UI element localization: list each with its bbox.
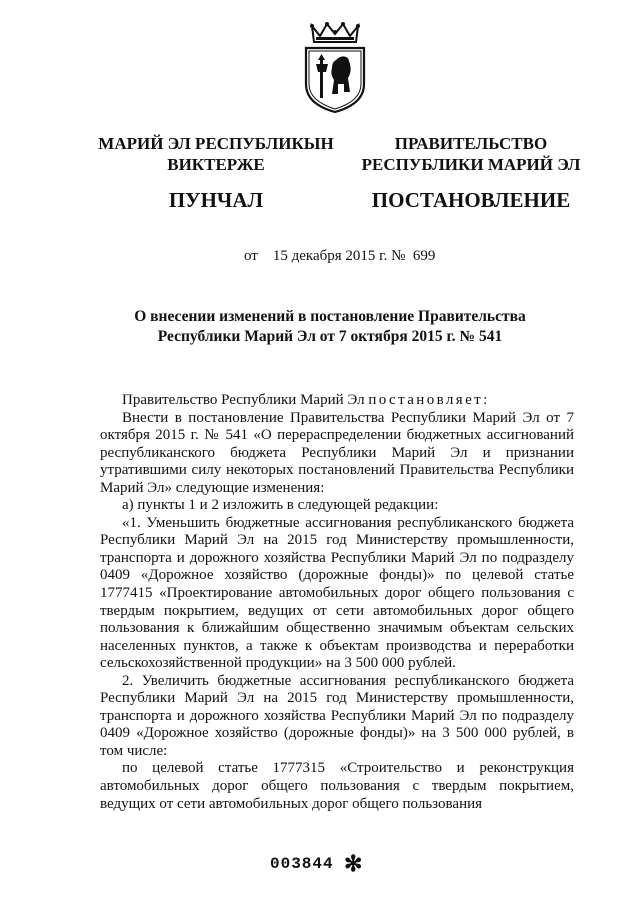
header-right-line2: РЕСПУБЛИКИ МАРИЙ ЭЛ xyxy=(361,155,581,174)
serial-number: 003844 xyxy=(270,855,334,873)
header-left-doc-type: ПУНЧАЛ xyxy=(168,188,264,212)
header-left-line1: МАРИЙ ЭЛ РЕСПУБЛИКЫН xyxy=(98,134,334,153)
intro-paragraph xyxy=(100,392,574,410)
header-right-doc-type: ПОСТАНОВЛЕНИЕ xyxy=(371,188,571,212)
title-line1: О внесении изменений в постановление Правительства xyxy=(134,308,526,325)
coat-of-arms-emblem xyxy=(298,22,372,114)
document-number: 699 xyxy=(412,248,436,264)
header-right-line1: ПРАВИТЕЛЬСТВО xyxy=(394,134,548,153)
paragraph-4: 2. Увеличить бюджетные ассигнования республиканского бюджета Республики Марий Эл на 2015 год Министерству промышленности, транспорта и дорожного хозяйства Республики Марий Эл по подразделу 0409 «Дорожное хозяйство (дорожные фонды)» на 3 500 000 рублей, в том числе: xyxy=(100,672,574,759)
paragraph-5: по целевой статье 1777315 «Строительство и реконструкция автомобильных дорог общего пользования с твердым покрытием, ведущих от сети автомобильных дорог общего пользования xyxy=(100,760,574,812)
document-date: 15 декабря 2015 г. xyxy=(272,248,388,264)
header-right-block xyxy=(356,133,586,213)
title-line2: Республики Марий Эл от 7 октября 2015 г. № 541 xyxy=(157,328,503,345)
paragraph-1: Внести в постановление Правительства Республики Марий Эл от 7 октября 2015 г. № 541 «О перераспределении бюджетных ассигнований республиканского бюджета Республики Марий Эл и признании утратившими силу некоторых постановлений Правительства Республики Марий Эл» следующие изменения: xyxy=(100,409,574,496)
intro-prefix: Правительство Республики Марий Эл xyxy=(122,392,369,408)
paragraph-3: «1. Уменьшить бюджетные ассигнования республиканского бюджета Республики Марий Эл на 2015 год Министерству промышленности, транспорта и дорожного хозяйства Республики Марий Эл по подразделу 0409 «Дорожное хозяйство (дорожные фонды)» по целевой статье 1777415 «Проектирование автомобильных дорог общего пользования с твердым покрытием, ведущих от сети автомобильных дорог общего пользования к ближайшим общественно значимым объектам сельских населенных пунктов, а также к объектам производства и переработки сельскохозяйственной продукции» на 3 500 000 рублей. xyxy=(100,514,574,672)
paragraph-2: а) пункты 1 и 2 изложить в следующей редакции: xyxy=(122,497,439,514)
intro-resolves: постановляет: xyxy=(368,392,490,408)
document-title xyxy=(120,307,540,347)
date-prefix: от xyxy=(244,248,258,264)
header-left-block xyxy=(96,133,336,213)
date-line xyxy=(244,248,435,265)
number-label: № xyxy=(391,248,406,264)
document-body xyxy=(100,392,574,813)
header-left-line2: ВИКТЕРЖЕ xyxy=(167,155,265,174)
asterisk-mark: ✻ xyxy=(344,851,363,876)
